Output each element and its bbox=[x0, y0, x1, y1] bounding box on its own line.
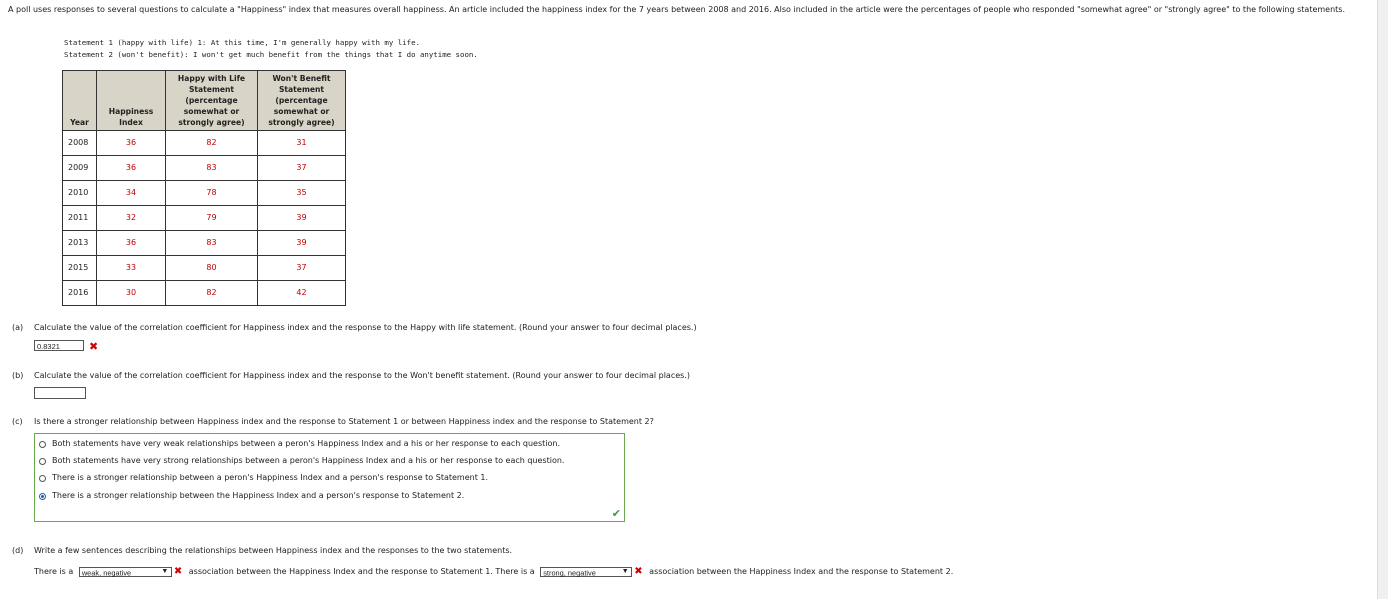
cell-wont: 37 bbox=[258, 156, 346, 181]
cell-year: 2013 bbox=[63, 231, 97, 256]
incorrect-icon: ✖ bbox=[89, 340, 99, 353]
cell-happy: 82 bbox=[166, 131, 258, 156]
choice-option[interactable] bbox=[39, 490, 464, 502]
cell-year: 2010 bbox=[63, 181, 97, 206]
question-b-text: Calculate the value of the correlation coefficient for Happiness index and the response to the Won't benefit statement. (Round your answer to four decimal places.) bbox=[34, 371, 690, 380]
select-statement-1-association[interactable] bbox=[79, 567, 172, 577]
table-header-row bbox=[63, 71, 346, 131]
choice-option[interactable] bbox=[39, 472, 488, 484]
header-happiness-index: Happiness Index bbox=[97, 71, 166, 131]
cell-happy: 82 bbox=[166, 281, 258, 306]
cell-year: 2008 bbox=[63, 131, 97, 156]
answer-d-sentence bbox=[34, 566, 953, 579]
choice-option[interactable] bbox=[39, 455, 564, 467]
choice-label: There is a stronger relationship between the Happiness Index and a person's response to Statement 2. bbox=[52, 491, 465, 500]
table-row bbox=[63, 231, 346, 256]
choice-group bbox=[34, 433, 625, 522]
table-row bbox=[63, 181, 346, 206]
choice-label: Both statements have very weak relationships between a peron's Happiness Index and a his or her response to each question. bbox=[52, 439, 560, 448]
cell-year: 2011 bbox=[63, 206, 97, 231]
cell-happiness-index: 32 bbox=[97, 206, 166, 231]
radio-button[interactable] bbox=[39, 458, 46, 465]
cell-happiness-index: 33 bbox=[97, 256, 166, 281]
radio-button[interactable] bbox=[39, 441, 46, 448]
radio-button[interactable] bbox=[39, 475, 46, 482]
select-value: strong, negative bbox=[543, 568, 596, 578]
header-year: Year bbox=[63, 71, 97, 131]
choice-option[interactable] bbox=[39, 438, 560, 450]
choice-label: Both statements have very strong relationships between a peron's Happiness Index and a his or her response to each question. bbox=[52, 456, 565, 465]
cell-happy: 78 bbox=[166, 181, 258, 206]
cell-happy: 83 bbox=[166, 231, 258, 256]
radio-button-selected[interactable] bbox=[39, 493, 46, 500]
cell-wont: 39 bbox=[258, 231, 346, 256]
sentence-part-3: association between the Happiness Index and the response to Statement 2. bbox=[649, 567, 954, 576]
question-a-label: (a) bbox=[12, 323, 24, 332]
choice-label: There is a stronger relationship between a peron's Happiness Index and a person's response to Statement 1. bbox=[52, 473, 489, 482]
cell-wont: 39 bbox=[258, 206, 346, 231]
cell-happiness-index: 36 bbox=[97, 231, 166, 256]
cell-wont: 37 bbox=[258, 256, 346, 281]
correct-check-icon: ✔ bbox=[611, 507, 621, 520]
cell-wont: 31 bbox=[258, 131, 346, 156]
sentence-part-2: association between the Happiness Index and the response to Statement 1. There is a bbox=[188, 567, 535, 576]
incorrect-icon: ✖ bbox=[634, 566, 643, 577]
header-happy-with-life: Happy with Life Statement (percentage somewhat or strongly agree) bbox=[166, 71, 258, 131]
cell-wont: 35 bbox=[258, 181, 346, 206]
answer-b-input[interactable] bbox=[34, 387, 86, 399]
table-row bbox=[63, 281, 346, 306]
cell-happiness-index: 34 bbox=[97, 181, 166, 206]
question-a-text: Calculate the value of the correlation coefficient for Happiness index and the response to the Happy with life statement. (Round your answer to four decimal places.) bbox=[34, 323, 697, 332]
select-value: weak, negative bbox=[81, 568, 132, 578]
question-a bbox=[12, 322, 697, 334]
cell-year: 2015 bbox=[63, 256, 97, 281]
cell-happiness-index: 36 bbox=[97, 131, 166, 156]
statement-1: Statement 1 (happy with life) 1: At this time, I'm generally happy with my life. bbox=[64, 38, 420, 47]
header-wont-benefit: Won't Benefit Statement (percentage somewhat or strongly agree) bbox=[258, 71, 346, 131]
table-row bbox=[63, 206, 346, 231]
table-row bbox=[63, 256, 346, 281]
cell-year: 2016 bbox=[63, 281, 97, 306]
question-c bbox=[12, 416, 654, 428]
data-table bbox=[62, 70, 346, 306]
vertical-scrollbar[interactable] bbox=[1377, 0, 1388, 599]
question-c-label: (c) bbox=[12, 417, 23, 426]
question-d-label: (d) bbox=[12, 546, 24, 555]
question-b bbox=[12, 370, 690, 382]
question-c-text: Is there a stronger relationship between Happiness index and the response to Statement 1 or between Happiness index and the response to Statement 2? bbox=[34, 417, 654, 426]
cell-wont: 42 bbox=[258, 281, 346, 306]
cell-happy: 79 bbox=[166, 206, 258, 231]
answer-a-input[interactable]: 0.8321 bbox=[34, 340, 84, 351]
statement-2: Statement 2 (won't benefit): I won't get much benefit from the things that I do anytime soon. bbox=[64, 50, 478, 59]
question-d bbox=[12, 545, 512, 557]
chevron-down-icon: ▼ bbox=[161, 568, 169, 575]
intro-text: A poll uses responses to several questions to calculate a "Happiness" index that measures overall happiness. An article included the happiness index for the 7 years between 2008 and 2016. Also included in the article were the percentages of people who responded "somewhat agree" or "strongly agree" to the following statements. bbox=[8, 5, 1346, 14]
table-row bbox=[63, 131, 346, 156]
chevron-down-icon: ▼ bbox=[621, 568, 629, 575]
table-row bbox=[63, 156, 346, 181]
cell-year: 2009 bbox=[63, 156, 97, 181]
select-statement-2-association[interactable] bbox=[540, 567, 632, 577]
question-b-label: (b) bbox=[12, 371, 24, 380]
question-d-text: Write a few sentences describing the relationships between Happiness index and the responses to the two statements. bbox=[34, 546, 513, 555]
incorrect-icon: ✖ bbox=[173, 566, 183, 577]
cell-happy: 80 bbox=[166, 256, 258, 281]
cell-happiness-index: 36 bbox=[97, 156, 166, 181]
sentence-part-1: There is a bbox=[34, 567, 74, 576]
cell-happy: 83 bbox=[166, 156, 258, 181]
cell-happiness-index: 30 bbox=[97, 281, 166, 306]
